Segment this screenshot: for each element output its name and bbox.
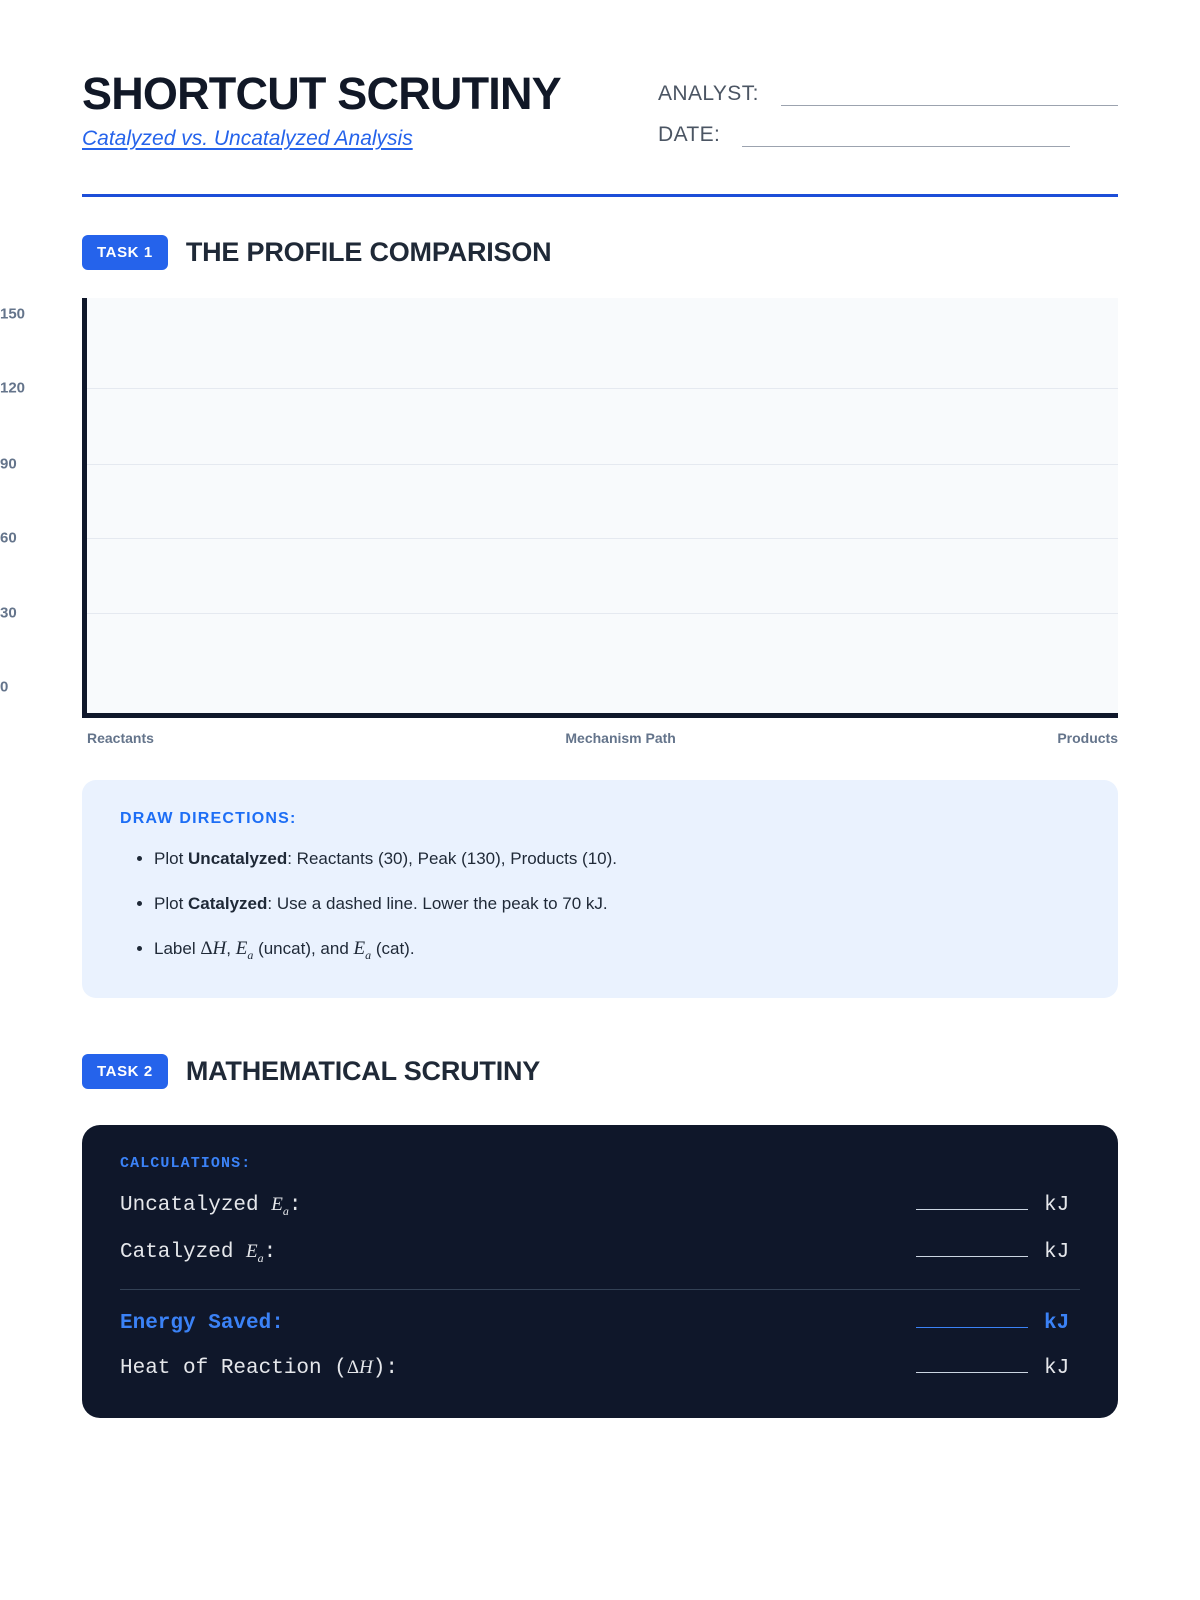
direction-2-pre: Plot — [154, 893, 189, 913]
direction-3-pre: Label — [154, 939, 201, 958]
direction-2-post: : Use a dashed line. Lower the peak to 70 kJ. — [267, 893, 608, 913]
gridline-30 — [87, 613, 1118, 614]
calc-row-catalyzed-ea — [120, 1241, 1080, 1266]
y-tick-30: 30 — [0, 604, 17, 622]
analyst-input[interactable] — [781, 86, 1118, 106]
draw-directions-title: DRAW DIRECTIONS: — [120, 810, 297, 827]
list-item — [154, 846, 1080, 872]
task-1-chip: TASK 1 — [82, 235, 168, 270]
y-tick-60: 60 — [0, 529, 17, 547]
analyst-row — [658, 82, 1118, 106]
calc-row-energy-saved — [120, 1312, 1080, 1335]
direction-2-strong: Catalyzed — [188, 893, 268, 913]
y-axis-labels — [0, 298, 70, 718]
direction-1-post: : Reactants (30), Peak (130), Products (10). — [287, 849, 617, 868]
y-tick-120: 120 — [0, 379, 26, 397]
gridline-90 — [87, 464, 1118, 465]
x-label-mechanism-path: Mechanism Path — [565, 730, 676, 746]
task-1-title: THE PROFILE COMPARISON — [185, 237, 552, 267]
calc-unit-uncatalyzed-ea: kJ — [1044, 1193, 1070, 1217]
calc-label-suffix: ): — [372, 1357, 399, 1381]
calc-label-energy-saved: Energy Saved: — [120, 1312, 284, 1336]
x-label-products: Products — [1057, 730, 1118, 746]
calc-label-catalyzed-ea — [120, 1241, 916, 1266]
task-2-chip: TASK 2 — [82, 1054, 168, 1089]
calc-label-suffix: : — [288, 1193, 302, 1217]
calculations-panel — [82, 1125, 1118, 1419]
ea-symbol: $E_a$ — [271, 1193, 289, 1218]
header-divider — [82, 194, 1118, 197]
ea-symbol-uncat: $E_a$ — [235, 938, 254, 962]
meta-fields — [658, 60, 1118, 164]
page-title: SHORTCUT SCRUTINY — [82, 68, 561, 119]
direction-3-post: (cat). — [371, 939, 415, 958]
calc-input-energy-saved[interactable] — [916, 1313, 1028, 1328]
task-2-title: MATHEMATICAL SCRUTINY — [185, 1055, 541, 1086]
calc-unit-energy-saved: kJ — [1044, 1312, 1070, 1336]
calc-label-text: Heat of Reaction ( — [120, 1357, 347, 1381]
energy-profile-chart[interactable] — [0, 298, 1118, 746]
y-tick-0: 0 — [0, 678, 9, 696]
ea-symbol-cat: $E_a$ — [353, 938, 372, 962]
gridline-60 — [87, 538, 1118, 539]
calc-input-catalyzed-ea[interactable] — [916, 1242, 1028, 1257]
calc-label-suffix: : — [263, 1240, 277, 1264]
draw-directions-box — [82, 780, 1118, 998]
calculations-title: CALCULATIONS: — [120, 1154, 252, 1172]
calc-label-heat-of-reaction — [120, 1357, 916, 1380]
direction-1-strong: Uncatalyzed — [188, 849, 288, 868]
task-1-header — [82, 235, 1118, 270]
calc-label-text: Uncatalyzed — [120, 1193, 272, 1217]
direction-1-pre: Plot — [154, 849, 189, 868]
y-tick-150: 150 — [0, 305, 26, 323]
x-axis-labels — [87, 730, 1118, 746]
date-row — [658, 123, 1118, 147]
calc-row-heat-of-reaction — [120, 1357, 1080, 1380]
calc-unit-catalyzed-ea: kJ — [1044, 1240, 1070, 1264]
delta-h-symbol: ΔH — [346, 1357, 373, 1379]
document-header — [82, 60, 1118, 164]
title-block — [82, 60, 561, 151]
plot-area[interactable] — [82, 298, 1118, 718]
calc-unit-heat-of-reaction: kJ — [1044, 1357, 1070, 1381]
ea-symbol: $E_a$ — [246, 1240, 264, 1265]
calc-label-text: Catalyzed — [120, 1240, 247, 1264]
list-item — [154, 935, 1080, 964]
draw-directions-list — [120, 846, 1080, 964]
analyst-label: ANALYST: — [658, 82, 759, 105]
calc-row-uncatalyzed-ea — [120, 1194, 1080, 1219]
direction-3-mid: (uncat), and — [253, 939, 354, 958]
calc-label-uncatalyzed-ea — [120, 1194, 916, 1219]
date-input[interactable] — [742, 127, 1070, 147]
calc-input-uncatalyzed-ea[interactable] — [916, 1195, 1028, 1210]
task-2-header — [82, 1054, 1118, 1089]
calc-divider — [120, 1289, 1080, 1290]
gridline-120 — [87, 388, 1118, 389]
date-label: DATE: — [658, 123, 721, 146]
delta-h-symbol: ΔH — [200, 938, 227, 959]
y-tick-90: 90 — [0, 455, 17, 473]
page-subtitle: Catalyzed vs. Uncatalyzed Analysis — [82, 127, 413, 151]
direction-3-comma: , — [226, 939, 236, 958]
list-item — [154, 891, 1080, 917]
calc-input-heat-of-reaction[interactable] — [916, 1358, 1028, 1373]
x-label-reactants: Reactants — [87, 730, 154, 746]
